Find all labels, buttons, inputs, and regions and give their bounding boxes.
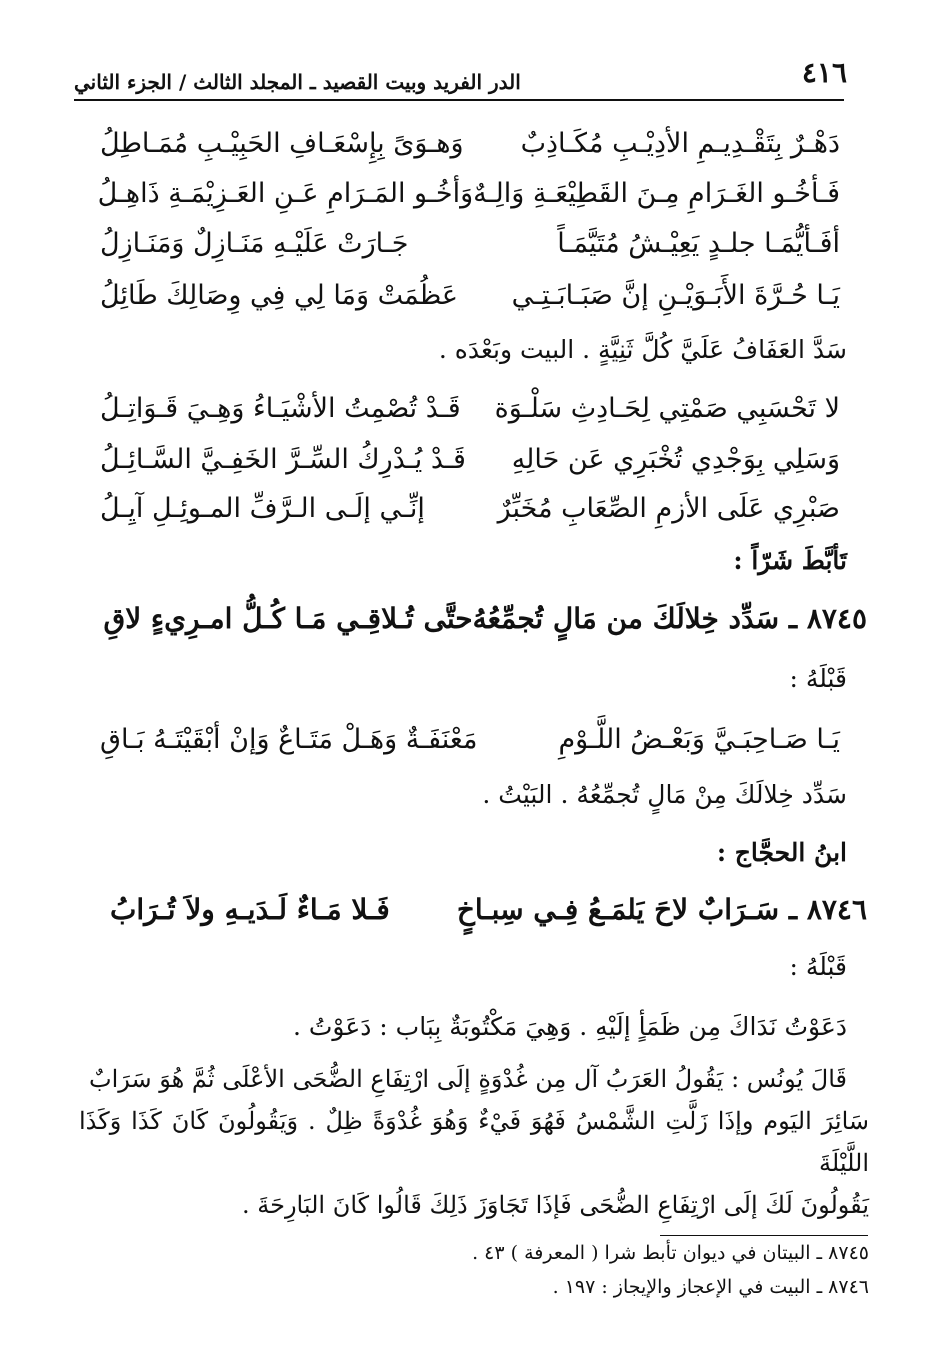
first-hemistich: فَـأخُـو الغَـرَامِ مِـنَ القَطِيْعَـةِ وَالِـهٌ	[473, 178, 840, 209]
second-hemistich: مَعْنَفَـةٌ وَهَـلْ مَتَـاعٌ وَإنْ أبْقَيْتَـهُ بَـاقِ	[100, 724, 478, 755]
first-hemistich: يَـا حُـرَّةَ الأَبَـوَيْـنِ إنَّ صَبَـابَـتِـي	[511, 280, 840, 311]
second-hemistich: عَظُمَتْ وَمَا لِي فِي وِصَالِكَ طَائِلُ	[100, 280, 459, 311]
prose-line: سَدَّ العَفَافُ عَلَيَّ كُلَّ ثَنِيَّةٍ . البيت وبَعْدَه .	[438, 335, 847, 364]
numbered-verse-8745	[103, 602, 867, 635]
page-number: ٤١٦	[801, 56, 847, 89]
commentary-paragraph	[79, 1058, 869, 1226]
qablahu-label: قَبْلَهُ :	[789, 664, 847, 693]
second-hemistich: إنِّـي إلَـى الـرَّفِّ المـوئِـلِ آيِـلُ	[100, 493, 425, 524]
second-hemistich: وَهـوَىً بِإِسْعَـافِ الحَبِيْـبِ مُمَـاطِلُ	[100, 128, 464, 159]
first-hemistich: لا تَحْسَبِي صَمْتِي لِحَـادِثِ سَلْـوَة	[494, 393, 840, 424]
verse-line	[100, 228, 840, 259]
qablahu-label: قَبْلَهُ :	[789, 952, 847, 981]
first-hemistich: صَبْرِي عَلَى الأزمِ الصِّعَابِ مُخَبِّرٌ	[497, 493, 840, 524]
poet-name: ابنُ الحجَّاج :	[716, 838, 847, 867]
second-hemistich: حتَّى تُـلاقِـي مَـا كُـلُّ امـرِيءٍ لاقِ	[103, 602, 473, 635]
paragraph-line: يَقُولُونَ لَكَ إلَى ارْتِفَاعِ الضُّحَى فَإذَا تَجَاوَزَ ذَلِكَ قَالُوا كَانَ البَارِحَةَ .	[241, 1191, 869, 1219]
second-hemistich: جَـارَتْ عَلَيْـهِ مَنَـازِلٌ وَمَنَـازِلُ	[100, 228, 409, 259]
verse-line	[100, 493, 840, 524]
second-hemistich: وَأخُـو المَـرَامِ عَـنِ العَـزِيْمَـةِ ذَاهِـلُ	[97, 178, 474, 209]
verse-line	[97, 178, 840, 209]
second-hemistich: قَـدْ تُصْمِتُ الأشْيَـاءُ وَهِـيَ قَـوَاتِـلُ	[100, 393, 461, 424]
verse-line	[100, 444, 840, 475]
running-head: الدر الفريد وبيت القصيد ـ المجلد الثالث / الجزء الثاني	[74, 70, 521, 94]
header-rule	[74, 99, 844, 101]
second-hemistich: قَـدْ يُـدْرِكُ السِّـرَّ الخَفِـيَّ السَّـائِـلُ	[100, 444, 466, 475]
first-hemistich: ٨٧٤٦ ـ سَـرَابٌ لاحَ يَلمَـعُ فِـي سِبـاخٍ	[456, 893, 867, 926]
paragraph-line: قَالَ يُونُس : يَقُولُ العَرَبُ آل مِن غُدْوَةٍ إلَى ارْتِفَاعِ الضُّحَى الأعْلَى ثُمَّ هُوَ سَرَابٌ	[89, 1065, 847, 1093]
verse-line	[100, 393, 840, 424]
verse-line	[100, 724, 840, 755]
footnote-rule	[660, 1235, 868, 1236]
first-hemistich: أفَـأيُّمَـا جلـدٍ يَعِيْـشُ مُتَيَّمَـاً	[557, 228, 840, 259]
second-hemistich: فَـلا مَـاءٌ لَـدَيـهِ ولاَ تُـرَابُ	[110, 893, 390, 926]
poet-name: تَأبَّطَ شَرّاً :	[733, 546, 847, 575]
first-hemistich: يَـا صَـاحِبَـيَّ وَبَعْـضُ اللَّـوْمِ	[558, 724, 840, 755]
numbered-verse-8746	[110, 893, 867, 926]
first-hemistich: وَسَلِي بِوَجْدِي تُخْبَرِي عَن حَالِهِ	[511, 444, 840, 475]
prose-line: سَدِّد خِلالَكَ مِنْ مَالٍ تُجمِّعُهُ . البَيْتُ .	[482, 780, 847, 809]
prose-line: دَعَوْتُ نَدَاكَ مِن ظَمَأٍ إلَيْهِ . وَهِيَ مَكْتُوبَةٌ بِبَاب : دَعَوْتُ .	[292, 1012, 847, 1041]
first-hemistich: ٨٧٤٥ ـ سَدِّد خِلالَكَ من مَالٍ تُجمِّعُهُ	[472, 602, 867, 635]
verse-line	[100, 128, 840, 159]
first-hemistich: دَهْـرٌ بِتَقْـدِيـمِ الأدِيْـبِ مُكَـاذِبٌ	[520, 128, 840, 159]
footnote: ٨٧٤٦ ـ البيت في الإعجاز والإيجاز : ١٩٧ .	[552, 1276, 869, 1298]
verse-line	[100, 280, 840, 311]
paragraph-line: سَائِرَ اليَوم وإذَا زَلَّتِ الشَّمْسُ فَهُوَ فَيْءٌ وَهُوَ غُدْوَةً ظِلٌ . وَيَقُولُونَ كَانَ كَذَا وَكَذَا اللَّيْلَةَ	[79, 1107, 869, 1177]
footnote: ٨٧٤٥ ـ البيتان في ديوان تأبط شرا ( المعرفة ) ٤٣ .	[472, 1242, 869, 1264]
